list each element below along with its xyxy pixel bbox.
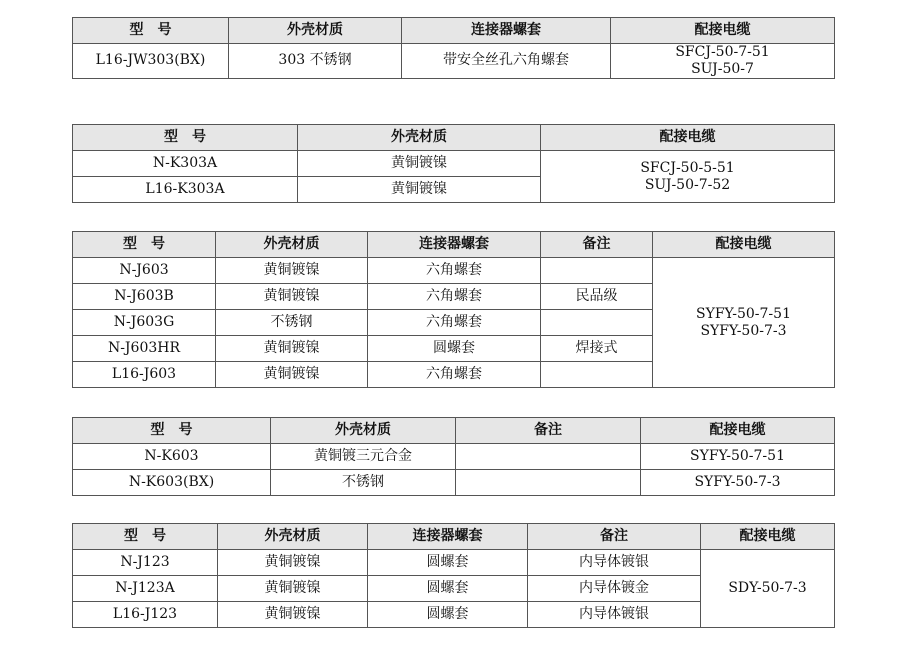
- cell-material: 黄铜镀镍: [298, 177, 541, 203]
- header-cable: 配接电缆: [611, 18, 835, 44]
- cell-material: 黄铜镀镍: [298, 151, 541, 177]
- cell-remark: [456, 444, 641, 470]
- header-connector-nut: 连接器螺套: [402, 18, 611, 44]
- header-housing-material: 外壳材质: [298, 125, 541, 151]
- spec-table-k603: [72, 417, 835, 496]
- header-model: 型 号: [73, 232, 216, 258]
- cell-material: 黄铜镀镍: [218, 576, 368, 602]
- cell-material: 303 不锈钢: [229, 44, 402, 79]
- cell-nut: 圆螺套: [368, 336, 541, 362]
- cable-line: SYFY-50-7-3: [700, 322, 787, 339]
- cell-remark: 内导体镀金: [528, 576, 701, 602]
- cell-nut: 六角螺套: [368, 362, 541, 388]
- cell-model: L16-JW303(BX): [73, 44, 229, 79]
- cable-line: SFCJ-50-5-51: [640, 159, 735, 176]
- header-housing-material: 外壳材质: [216, 232, 368, 258]
- cell-material: 黄铜镀镍: [218, 602, 368, 628]
- spec-table-l16-jw303: [72, 17, 835, 79]
- header-connector-nut: 连接器螺套: [368, 232, 541, 258]
- cell-remark: 民品级: [541, 284, 653, 310]
- header-remark: 备注: [528, 524, 701, 550]
- table-header-row: [73, 18, 835, 44]
- header-remark: 备注: [456, 418, 641, 444]
- header-housing-material: 外壳材质: [271, 418, 456, 444]
- cell-cable: [541, 151, 835, 203]
- cell-cable: [653, 258, 835, 388]
- cell-model: N-J123A: [73, 576, 218, 602]
- table-header-row: [73, 524, 835, 550]
- cell-remark: [541, 362, 653, 388]
- cell-cable: SYFY-50-7-3: [641, 470, 835, 496]
- cell-model: N-J603G: [73, 310, 216, 336]
- cell-nut: 带安全丝孔六角螺套: [402, 44, 611, 79]
- cable-line: SUJ-50-7-52: [644, 176, 731, 193]
- table-row: [73, 151, 835, 177]
- cell-model: L16-K303A: [73, 177, 298, 203]
- cell-model: L16-J603: [73, 362, 216, 388]
- cell-material: 不锈钢: [216, 310, 368, 336]
- cell-remark: [456, 470, 641, 496]
- cell-model: N-J603: [73, 258, 216, 284]
- header-cable: 配接电缆: [641, 418, 835, 444]
- table-header-row: [73, 418, 835, 444]
- cell-model: N-J603B: [73, 284, 216, 310]
- spec-table-j603: [72, 231, 835, 388]
- cell-model: N-K603(BX): [73, 470, 271, 496]
- cell-material: 黄铜镀镍: [216, 258, 368, 284]
- cell-material: 黄铜镀三元合金: [271, 444, 456, 470]
- table-row: [73, 470, 835, 496]
- table-header-row: [73, 125, 835, 151]
- table-row: [73, 550, 835, 576]
- header-housing-material: 外壳材质: [229, 18, 402, 44]
- cell-model: N-J123: [73, 550, 218, 576]
- spec-table-k303a: [72, 124, 835, 203]
- cell-nut: 六角螺套: [368, 310, 541, 336]
- cell-model: L16-J123: [73, 602, 218, 628]
- spec-table-j123: [72, 523, 835, 628]
- cell-nut: 圆螺套: [368, 550, 528, 576]
- table-row: [73, 444, 835, 470]
- cell-material: 不锈钢: [271, 470, 456, 496]
- cell-material: 黄铜镀镍: [218, 550, 368, 576]
- cell-nut: 六角螺套: [368, 258, 541, 284]
- cell-remark: [541, 310, 653, 336]
- cell-cable: SYFY-50-7-51: [641, 444, 835, 470]
- cell-remark: 焊接式: [541, 336, 653, 362]
- cell-nut: 圆螺套: [368, 576, 528, 602]
- cell-material: 黄铜镀镍: [216, 336, 368, 362]
- cell-nut: 六角螺套: [368, 284, 541, 310]
- header-model: 型 号: [73, 18, 229, 44]
- cell-model: N-J603HR: [73, 336, 216, 362]
- cell-nut: 圆螺套: [368, 602, 528, 628]
- cell-model: N-K303A: [73, 151, 298, 177]
- cell-model: N-K603: [73, 444, 271, 470]
- cell-cable: SDY-50-7-3: [701, 550, 835, 628]
- header-model: 型 号: [73, 524, 218, 550]
- cell-remark: [541, 258, 653, 284]
- table-row: [73, 258, 835, 284]
- cable-line: SUJ-50-7: [691, 60, 754, 77]
- cell-material: 黄铜镀镍: [216, 362, 368, 388]
- cell-cable: [611, 44, 835, 79]
- header-housing-material: 外壳材质: [218, 524, 368, 550]
- header-cable: 配接电缆: [701, 524, 835, 550]
- cell-remark: 内导体镀银: [528, 602, 701, 628]
- cell-material: 黄铜镀镍: [216, 284, 368, 310]
- header-model: 型 号: [73, 125, 298, 151]
- header-cable: 配接电缆: [541, 125, 835, 151]
- header-model: 型 号: [73, 418, 271, 444]
- header-remark: 备注: [541, 232, 653, 258]
- table-row: [73, 44, 835, 79]
- cable-line: SFCJ-50-7-51: [675, 44, 770, 60]
- header-cable: 配接电缆: [653, 232, 835, 258]
- header-connector-nut: 连接器螺套: [368, 524, 528, 550]
- table-header-row: [73, 232, 835, 258]
- cable-line: SYFY-50-7-51: [696, 305, 791, 322]
- cell-remark: 内导体镀银: [528, 550, 701, 576]
